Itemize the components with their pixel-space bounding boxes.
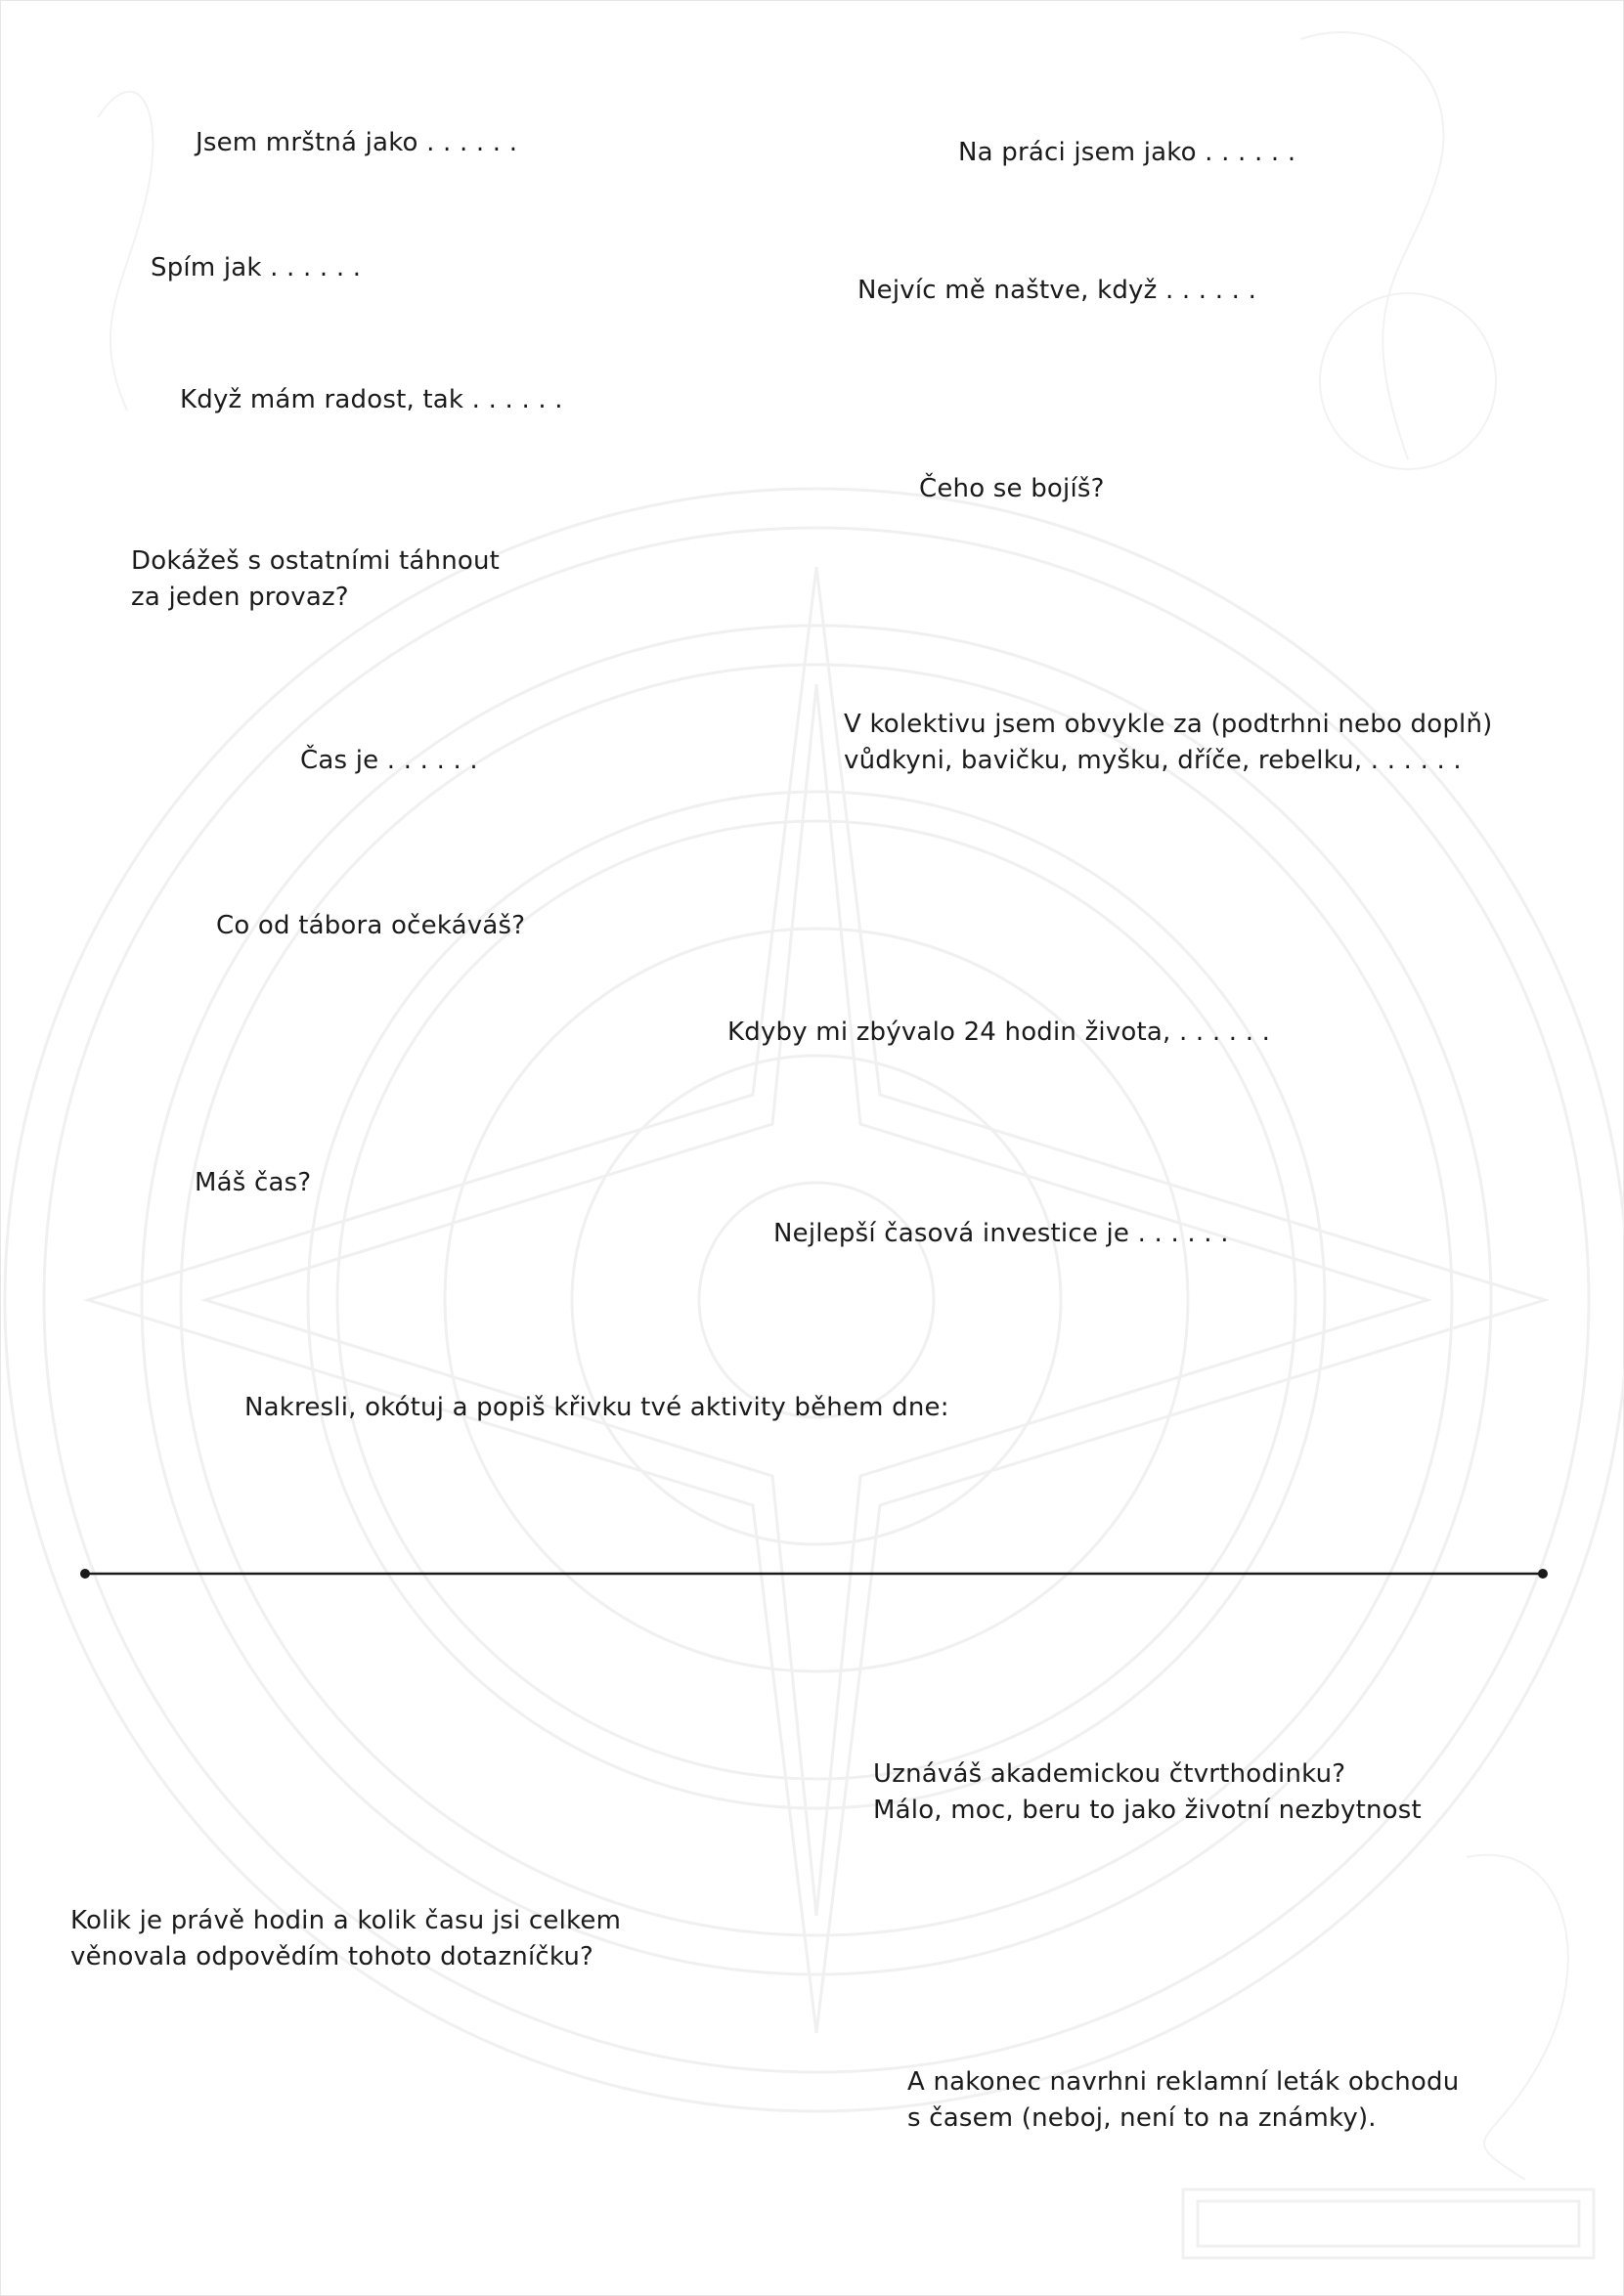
- question-best-investment: Nejlepší časová investice je . . . . . .: [773, 1219, 1229, 1248]
- question-leaflet-line2: s časem (neboj, není to na známky).: [907, 2103, 1377, 2133]
- question-quarter-hour: [873, 1756, 1422, 1829]
- question-leaflet-line1: A nakonec navrhni reklamní leták obchodu: [907, 2067, 1460, 2097]
- question-agile: Jsem mrštná jako . . . . . .: [196, 128, 518, 157]
- question-hours: [70, 1903, 621, 1975]
- question-camp: Co od tábora očekáváš?: [216, 911, 526, 940]
- question-annoy: Nejvíc mě naštve, když . . . . . .: [857, 276, 1257, 305]
- timeline-end-dot: [1538, 1569, 1548, 1579]
- question-have-time: Máš čas?: [195, 1168, 312, 1197]
- question-hours-line2: věnovala odpovědím tohoto dotazníčku?: [70, 1942, 594, 1971]
- question-draw-curve: Nakresli, okótuj a popiš křivku tvé aktivity během dne:: [244, 1393, 949, 1422]
- question-quarter-hour-line1: Uznáváš akademickou čtvrthodinku?: [873, 1759, 1346, 1789]
- question-quarter-hour-line2: Málo, moc, beru to jako životní nezbytnost: [873, 1796, 1422, 1825]
- question-fear: Čeho se bojíš?: [919, 474, 1105, 503]
- question-collective-line1: V kolektivu jsem obvykle za (podtrhni nebo doplň): [844, 710, 1493, 739]
- timeline-start-dot: [80, 1569, 90, 1579]
- question-sleep: Spím jak . . . . . .: [151, 253, 362, 282]
- question-teamwork-line1: Dokážeš s ostatními táhnout: [131, 546, 501, 576]
- question-joy: Když mám radost, tak . . . . . .: [180, 385, 563, 414]
- question-leaflet: [907, 2064, 1459, 2137]
- question-collective-line2: vůdkyni, bavičku, myšku, dříče, rebelku, . . . . . .: [844, 746, 1462, 775]
- question-work: Na práci jsem jako . . . . . .: [958, 138, 1296, 167]
- question-hours-line1: Kolik je právě hodin a kolik času jsi celkem: [70, 1906, 622, 1935]
- question-time-is: Čas je . . . . . .: [300, 746, 478, 775]
- question-teamwork: [131, 543, 500, 616]
- question-last-day: Kdyby mi zbývalo 24 hodin života, . . . . . .: [727, 1018, 1271, 1047]
- question-teamwork-line2: za jeden provaz?: [131, 583, 349, 612]
- question-collective: [844, 707, 1492, 779]
